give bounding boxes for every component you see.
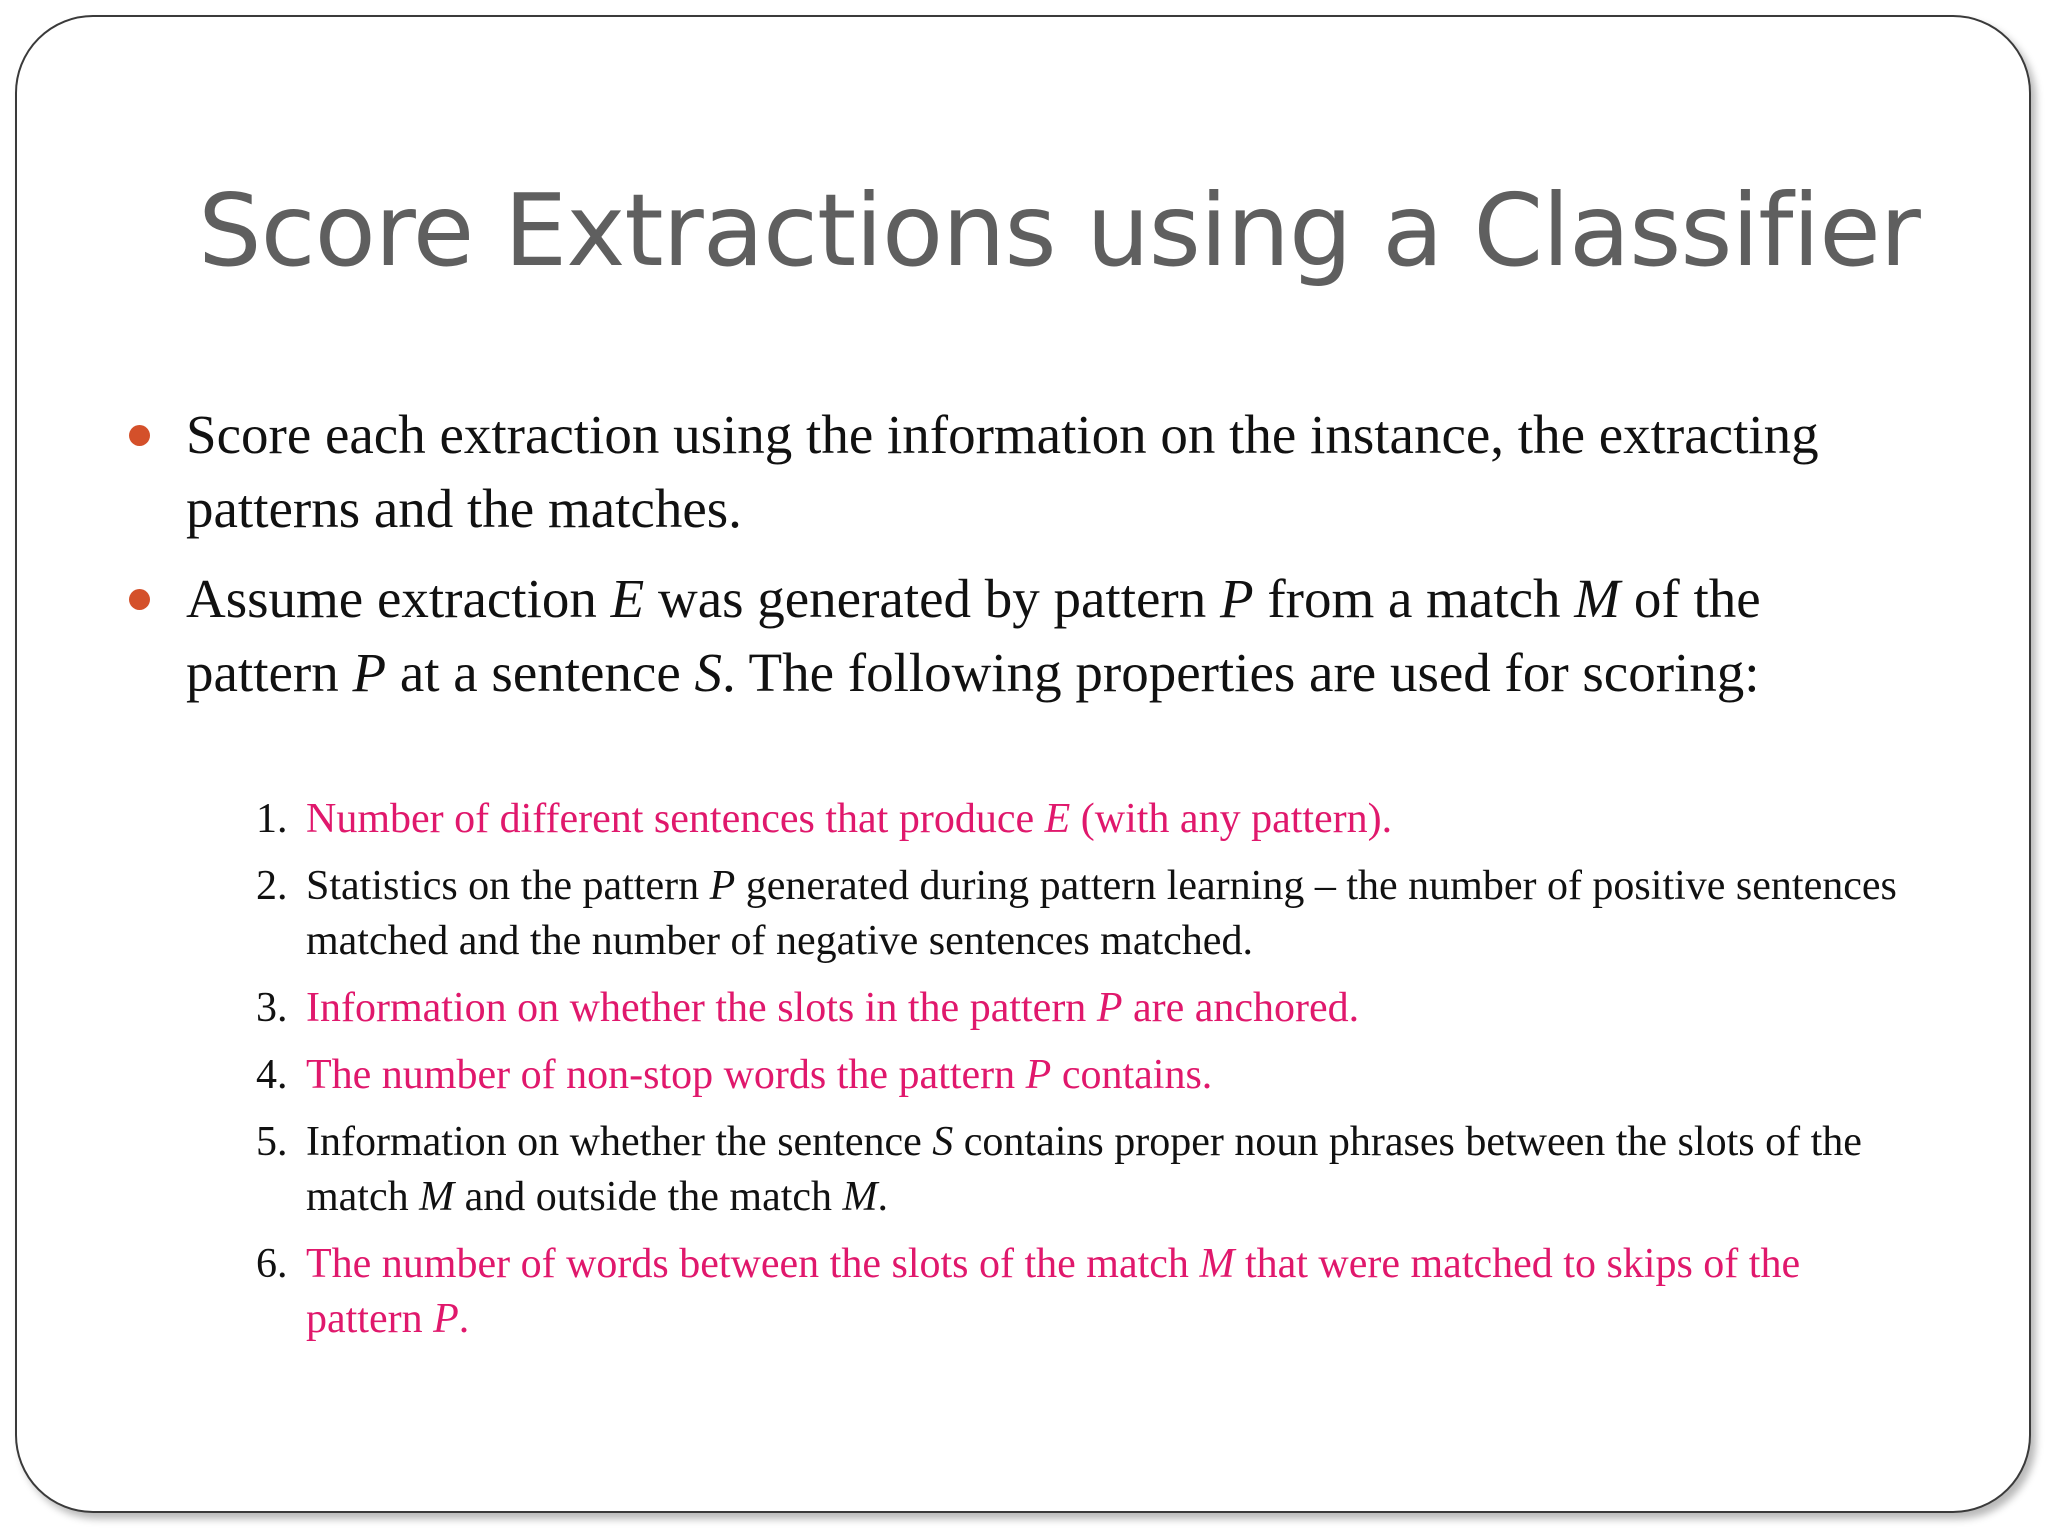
item-number: 4.	[256, 1052, 288, 1098]
item-text: that were matched to skips of the pattern	[306, 1241, 1801, 1342]
item-text: Statistics on the pattern	[306, 863, 710, 909]
item-text: The number of non-stop words the pattern	[306, 1052, 1026, 1098]
var-E: E	[610, 568, 645, 629]
item-text: (with any pattern).	[1070, 796, 1393, 842]
property-item-4	[256, 1048, 1916, 1103]
var-M: M	[842, 1174, 878, 1220]
item-text: Number of different sentences that produce	[306, 796, 1045, 842]
var-S: S	[694, 642, 722, 703]
var-P: P	[352, 642, 387, 703]
var-M: M	[1199, 1241, 1235, 1287]
slide-title: Score Extractions using a Classifier	[198, 172, 1920, 289]
properties-list	[256, 792, 1916, 1359]
property-item-6	[256, 1237, 1916, 1347]
item-text: Information on whether the slots in the pattern	[306, 985, 1097, 1031]
item-number: 3.	[256, 985, 288, 1031]
bullet-text: Score each extraction using the information on the instance, the extracting patterns and the matches.	[186, 404, 1819, 539]
item-text: contains proper noun phrases between the slots of the match	[306, 1119, 1862, 1220]
item-number: 1.	[256, 796, 288, 842]
property-item-5	[256, 1115, 1916, 1225]
bullet-item-1	[120, 398, 1920, 546]
var-S: S	[932, 1119, 954, 1165]
item-text: Information on whether the sentence	[306, 1119, 933, 1165]
bullet-list	[120, 398, 1920, 726]
item-text: The number of words between the slots of the match	[306, 1241, 1200, 1287]
bullet-dot-icon	[129, 589, 150, 610]
property-item-3	[256, 981, 1916, 1036]
property-item-1	[256, 792, 1916, 847]
bullet-text: Assume extraction	[186, 568, 611, 629]
bullet-text: was generated by pattern	[644, 568, 1220, 629]
bullet-text: . The following properties are used for scoring:	[722, 642, 1760, 703]
item-text: contains.	[1051, 1052, 1213, 1098]
item-text: .	[877, 1174, 889, 1220]
item-text: .	[458, 1296, 470, 1342]
item-text: and outside the match	[454, 1174, 843, 1220]
var-P: P	[1025, 1052, 1052, 1098]
bullet-dot-icon	[129, 425, 150, 446]
bullet-item-2	[120, 562, 1920, 710]
var-P: P	[1219, 568, 1254, 629]
var-E: E	[1044, 796, 1071, 842]
bullet-text: of the pattern	[186, 568, 1761, 703]
item-number: 5.	[256, 1119, 288, 1165]
item-text: are anchored.	[1122, 985, 1360, 1031]
var-M: M	[1574, 568, 1621, 629]
item-number: 6.	[256, 1241, 288, 1287]
item-text: generated during pattern learning – the number of positive sentences matched and the number of negative sentences matched.	[306, 863, 1897, 964]
var-P: P	[433, 1296, 459, 1342]
var-M: M	[419, 1174, 455, 1220]
property-item-2	[256, 859, 1916, 969]
bullet-text: at a sentence	[386, 642, 695, 703]
var-P: P	[709, 863, 736, 909]
var-P: P	[1096, 985, 1123, 1031]
item-number: 2.	[256, 863, 288, 909]
bullet-text: from a match	[1253, 568, 1575, 629]
